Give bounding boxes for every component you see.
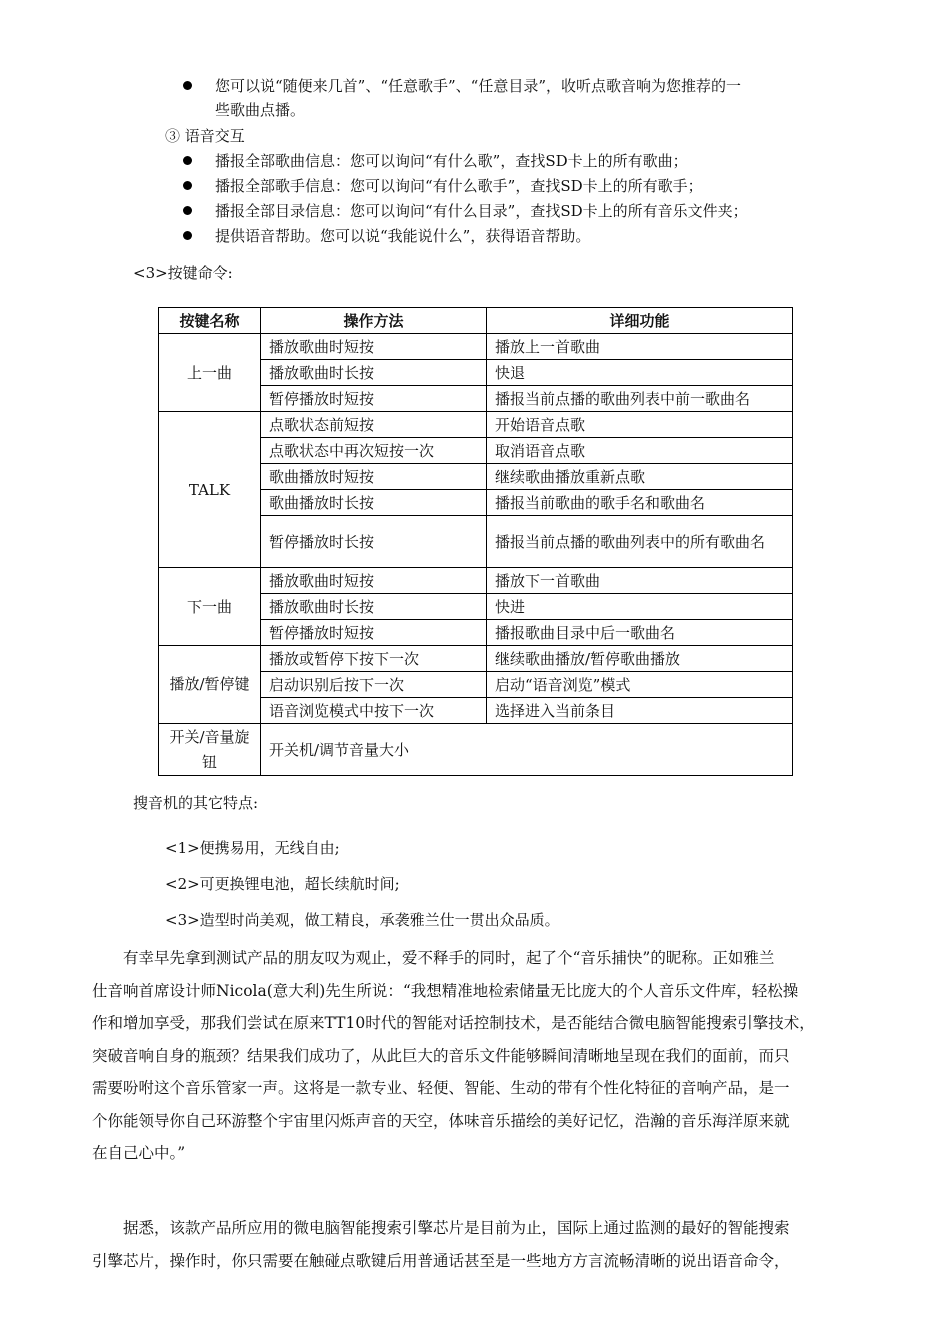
merged-function-cell: 开关机/调节音量大小 (261, 724, 793, 776)
bullet-text: 播报全部目录信息：您可以询问“有什么目录”，查找SD卡上的所有音乐文件夹； (215, 202, 748, 220)
feature-item: <3>造型时尚美观，做工精良，承袭雅兰仕一贯出众品质。 (165, 911, 560, 929)
operation-cell: 播放歌曲时短按 (261, 568, 487, 594)
bullet-dot (183, 206, 192, 215)
function-cell: 播放上一首歌曲 (487, 334, 793, 360)
function-cell: 启动“语音浏览”模式 (487, 672, 793, 698)
header-function: 详细功能 (487, 308, 793, 334)
function-cell: 播报当前点播的歌曲列表中前一歌曲名 (487, 386, 793, 412)
paragraph-line: 个你能领导你自己环游整个宇宙里闪烁声音的天空，体味音乐描绘的美好记忆，浩瀚的音乐海洋原来就 (92, 1111, 790, 1130)
paragraph-line: 突破音响自身的瓶颈？结果我们成功了，从此巨大的音乐文件能够瞬间清晰地呈现在我们的面前，而只 (92, 1046, 790, 1065)
operation-cell: 启动识别后按下一次 (261, 672, 487, 698)
function-cell: 选择进入当前条目 (487, 698, 793, 724)
bullet-dot (183, 231, 192, 240)
function-cell: 播报歌曲目录中后一歌曲名 (487, 620, 793, 646)
key-name-text: 播放/暂停键 (169, 675, 250, 693)
key-name-cell: TALK (159, 412, 261, 568)
key-command-table (158, 307, 793, 776)
paragraph-line: 有幸早先拿到测试产品的朋友叹为观止，爱不释手的同时，起了个“音乐捕快”的昵称。正如雅兰 (123, 949, 775, 967)
table-row (159, 568, 793, 594)
function-cell: 快退 (487, 360, 793, 386)
key-commands-heading: <3>按键命令: (133, 264, 233, 282)
table-row (159, 646, 793, 672)
function-cell-text: 播报当前点播的歌曲列表中的所有歌曲名 (495, 532, 766, 551)
bullet-text: 播报全部歌曲信息：您可以询问“有什么歌”，查找SD卡上的所有歌曲； (215, 152, 688, 170)
other-features-heading: 搜音机的其它特点: (133, 794, 259, 812)
function-cell: 继续歌曲播放/暂停歌曲播放 (487, 646, 793, 672)
header-key-name: 按键名称 (159, 308, 261, 334)
key-name-cell (159, 724, 261, 776)
paragraph-line: 仕音响首席设计师Nicola(意大利)先生所说：“我想精准地检索储量无比庞大的个人音乐文件库，轻松操 (92, 981, 799, 1000)
operation-cell: 播放歌曲时长按 (261, 360, 487, 386)
table-row (159, 334, 793, 360)
operation-cell: 点歌状态中再次短按一次 (261, 438, 487, 464)
operation-cell: 语音浏览模式中按下一次 (261, 698, 487, 724)
bullet-dot (183, 81, 192, 90)
operation-cell: 播放歌曲时短按 (261, 334, 487, 360)
key-name-cell (159, 646, 261, 724)
operation-cell: 暂停播放时长按 (261, 516, 487, 568)
bullet-text-line: 您可以说“随便来几首”、“任意歌手”、“任意目录”，收听点歌音响为您推荐的一 (215, 77, 742, 95)
section-title: ③ 语音交互 (165, 127, 245, 145)
function-cell: 快进 (487, 594, 793, 620)
bullet-dot (183, 156, 192, 165)
function-cell: 继续歌曲播放重新点歌 (487, 464, 793, 490)
feature-item: <2>可更换锂电池，超长续航时间; (165, 875, 400, 893)
bullet-text: 提供语音帮助。您可以说“我能说什么”，获得语音帮助。 (215, 227, 591, 245)
table-row (159, 412, 793, 438)
header-operation: 操作方法 (261, 308, 487, 334)
bullet-text-line: 些歌曲点播。 (215, 101, 306, 119)
paragraph-line: 引擎芯片，操作时，你只需要在触碰点歌键后用普通话甚至是一些地方方言流畅清晰的说出语音命令， (92, 1251, 790, 1270)
table-row (159, 724, 793, 776)
operation-cell: 歌曲播放时短按 (261, 464, 487, 490)
operation-cell: 播放歌曲时长按 (261, 594, 487, 620)
bullet-dot (183, 181, 192, 190)
table-header-row (159, 308, 793, 334)
operation-cell: 播放或暂停下按下一次 (261, 646, 487, 672)
body-paragraph (92, 1212, 864, 1277)
paragraph-line: 作和增加享受，那我们尝试在原来TT10时代的智能对话控制技术，是否能结合微电脑智能搜索引擎技术， (92, 1014, 815, 1032)
function-cell: 开始语音点歌 (487, 412, 793, 438)
function-cell: 播放下一首歌曲 (487, 568, 793, 594)
key-name-text: 开关/音量旋钮 (169, 727, 250, 771)
body-paragraph (92, 942, 864, 1170)
function-cell: 取消语音点歌 (487, 438, 793, 464)
paragraph-line: 在自己心中。” (92, 1144, 186, 1162)
paragraph-line: 需要吩咐这个音乐管家一声。这将是一款专业、轻便、智能、生动的带有个性化特征的音响产品，是一 (92, 1079, 790, 1097)
operation-cell: 暂停播放时短按 (261, 620, 487, 646)
bullet-text: 播报全部歌手信息：您可以询问“有什么歌手”，查找SD卡上的所有歌手； (215, 177, 703, 195)
function-cell: 播报当前歌曲的歌手名和歌曲名 (487, 490, 793, 516)
operation-cell: 点歌状态前短按 (261, 412, 487, 438)
operation-cell: 暂停播放时短按 (261, 386, 487, 412)
operation-cell: 歌曲播放时长按 (261, 490, 487, 516)
key-name-cell: 下一曲 (159, 568, 261, 646)
key-name-cell: 上一曲 (159, 334, 261, 412)
function-cell (487, 516, 793, 568)
paragraph-line: 据悉，该款产品所应用的微电脑智能搜索引擎芯片是目前为止，国际上通过监测的最好的智能搜索 (123, 1219, 790, 1237)
feature-item: <1>便携易用，无线自由; (165, 839, 340, 857)
